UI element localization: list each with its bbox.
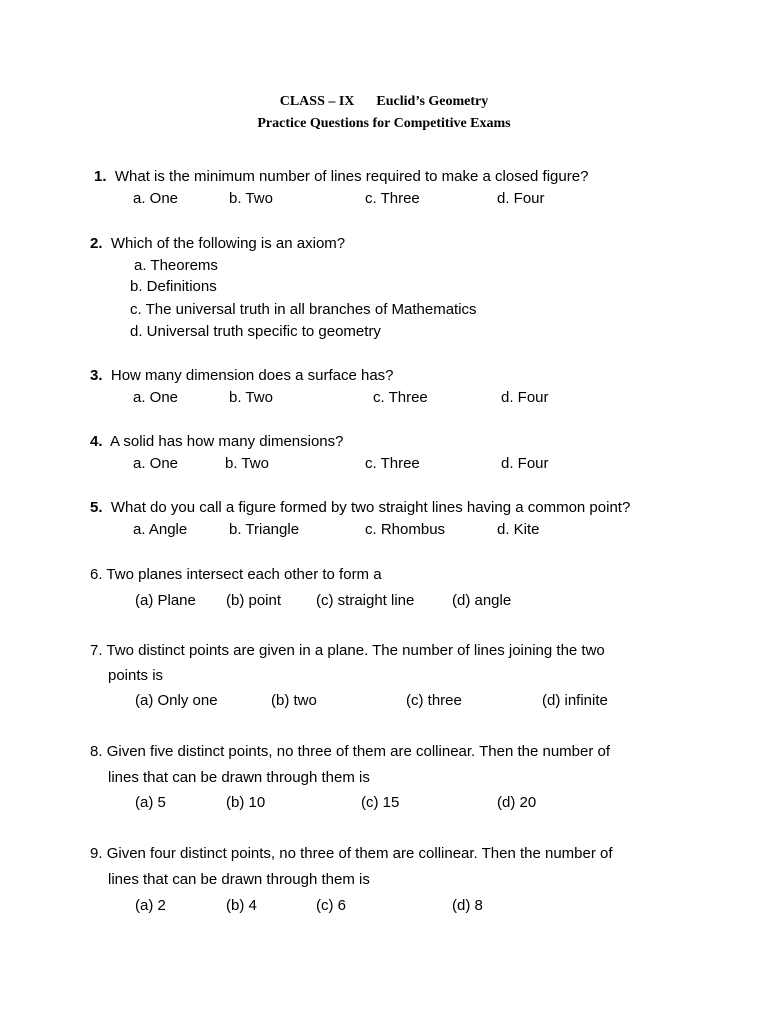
question-number: 3. <box>90 367 103 384</box>
option: d. Four <box>497 190 545 207</box>
question-3 <box>90 367 394 385</box>
question-2 <box>90 235 345 253</box>
option: b. Definitions <box>130 278 217 295</box>
option: c. Three <box>373 389 428 406</box>
option: (c) straight line <box>316 592 415 609</box>
question-text: Given four distinct points, no three of them are collinear. Then the number of <box>106 845 613 862</box>
option: (d) infinite <box>542 692 608 709</box>
option: (c) 15 <box>361 794 400 811</box>
option: d. Four <box>501 455 549 472</box>
option: (a) Only one <box>135 692 218 709</box>
question-number: 7. <box>90 642 103 659</box>
option: c. Three <box>365 455 420 472</box>
option: (b) 10 <box>226 794 266 811</box>
option: a. One <box>133 389 179 406</box>
question-number: 8. <box>90 743 103 760</box>
option: (d) 20 <box>497 794 537 811</box>
question-text: What is the minimum number of lines required to make a closed figure? <box>114 168 589 185</box>
question-number: 5. <box>90 499 103 516</box>
question-6 <box>90 566 382 584</box>
question-7 <box>90 642 605 660</box>
option: (a) 2 <box>135 897 166 914</box>
option: c. Rhombus <box>365 521 446 538</box>
document-subtitle: Practice Questions for Competitive Exams <box>257 116 511 131</box>
option: (b) 4 <box>226 897 257 914</box>
question-text: A solid has how many dimensions? <box>110 433 344 450</box>
option: (a) Plane <box>135 592 196 609</box>
question-text: Two distinct points are given in a plane. The number of lines joining the two <box>106 642 605 659</box>
question-text: What do you call a figure formed by two straight lines having a common point? <box>110 499 631 516</box>
option: a. Theorems <box>134 257 218 274</box>
question-9 <box>90 845 613 863</box>
question-text: Two planes intersect each other to form a <box>106 566 382 583</box>
option: (d) angle <box>452 592 512 609</box>
option: d. Universal truth specific to geometry <box>130 323 381 340</box>
class-label: CLASS – IX <box>279 94 355 109</box>
option: c. Three <box>365 190 420 207</box>
subject-label: Euclid’s Geometry <box>376 94 489 109</box>
option: b. Two <box>229 190 273 207</box>
question-5 <box>90 499 630 517</box>
document-title <box>0 94 768 110</box>
option: d. Kite <box>497 521 540 538</box>
option: b. Two <box>229 389 273 406</box>
option: (a) 5 <box>135 794 166 811</box>
option: (b) two <box>271 692 317 709</box>
question-text: Given five distinct points, no three of them are collinear. Then the number of <box>106 743 611 760</box>
question-text-continued: points is <box>108 667 164 684</box>
question-number: 4. <box>90 433 103 450</box>
question-number: 9. <box>90 845 103 862</box>
option: (b) point <box>226 592 282 609</box>
option: (d) 8 <box>452 897 483 914</box>
question-8 <box>90 743 610 761</box>
question-text-continued: lines that can be drawn through them is <box>108 871 370 888</box>
option: a. One <box>133 455 179 472</box>
option: b. Two <box>225 455 269 472</box>
question-text: Which of the following is an axiom? <box>110 235 346 252</box>
question-4 <box>90 433 344 451</box>
option: d. Four <box>501 389 549 406</box>
option: (c) 6 <box>316 897 346 914</box>
option: b. Triangle <box>229 521 300 538</box>
question-number: 1. <box>94 168 107 185</box>
question-number: 2. <box>90 235 103 252</box>
question-1 <box>94 168 588 186</box>
option: a. Angle <box>133 521 188 538</box>
option: a. One <box>133 190 179 207</box>
option: c. The universal truth in all branches of Mathematics <box>130 301 477 318</box>
question-number: 6. <box>90 566 103 583</box>
question-text: How many dimension does a surface has? <box>110 367 394 384</box>
option: (c) three <box>406 692 462 709</box>
question-text-continued: lines that can be drawn through them is <box>108 769 370 786</box>
